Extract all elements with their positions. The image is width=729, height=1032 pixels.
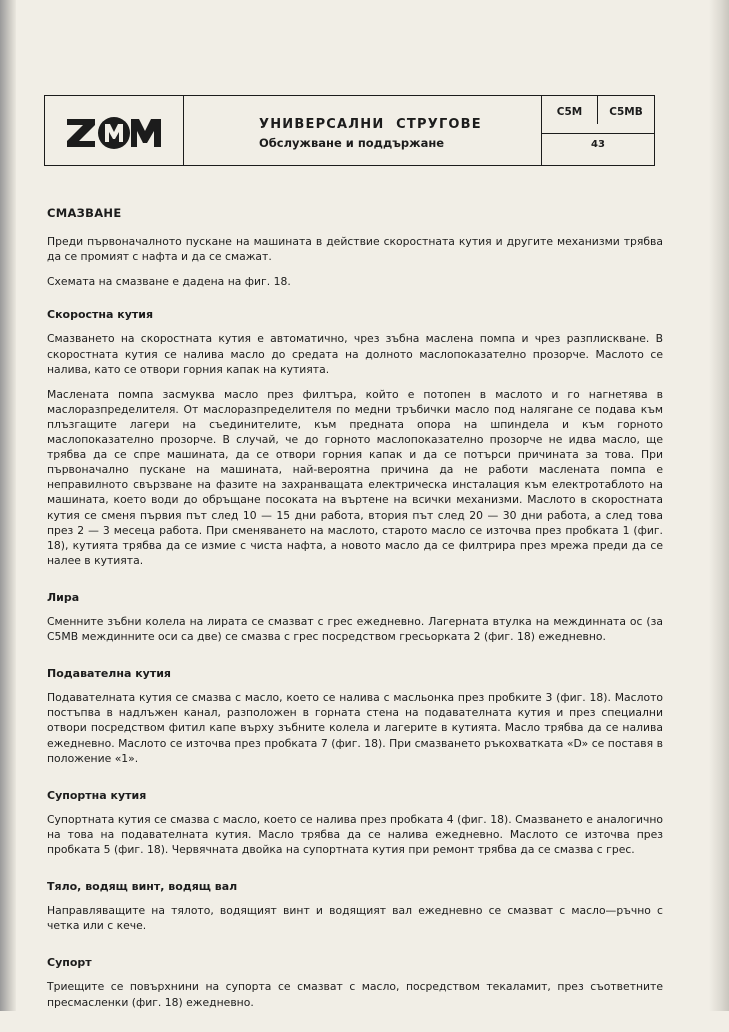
title-block [44, 95, 655, 166]
intro-paragraph: Преди първоначалното пускане на машината в действие скоростната кутия и другите механизми трябва да се промият с нафта и да се смажат. [47, 235, 663, 264]
subsection-title: Супорт [47, 956, 92, 970]
paragraph: Триещите се повърхнини на супорта се смазват с масло, посредством текаламит, през съответните пресмасленки (фиг. 18) ежедневно. [47, 980, 663, 1009]
subsection-title: Скоростна кутия [47, 308, 154, 322]
subsection-title: Подавателна кутия [47, 667, 171, 681]
logo-cell [45, 96, 184, 165]
subsection-title: Тяло, водящ винт, водящ вал [47, 880, 238, 894]
model-code-cell [541, 96, 654, 165]
section-heading: СМАЗВАНЕ [47, 206, 122, 220]
document-subtitle: Обслужване и поддържане [259, 136, 445, 150]
subsection-bed-leadscrew [47, 879, 663, 933]
subsection-feed-box [47, 666, 663, 766]
subsection-apron [47, 788, 663, 857]
intro-paragraph: Схемата на смазване е дадена на фиг. 18. [47, 275, 291, 289]
document-body [47, 206, 663, 1032]
zmm-logo-icon [65, 109, 163, 151]
paragraph: Маслената помпа засмуква масло през филтъра, който е потопен в маслото и го нагнетява в маслоразпределителя. От маслоразпределителя по медни тръбички масло под налягане се подава към плъзгащите лагери на съединителите, към предната опора на шпиндела и към горното маслопоказателно прозорче. В случай, че до горното маслопоказателно прозорче не идва масло, ще трябва да се спре машината, да се отвори горния капак и да се потърси причината за това. При първоначално пускане на машината, най-вероятна причина да не работи маслената помпа е неправилното свързване на фазите на захранващата електрическа инсталация към електротаблото на машината, което води до обръщане посоката на въртене на всички механизми. Маслото в скоростната кутия се сменя първия път след 10 — 15 дни работа, втория път след 20 — 30 дни работа, а след това през 2 — 3 месеца работа. При сменяването на маслото, старото масло се източва през пробката 1 (фиг. 18), кутията трябва да се измие с чиста нафта, а новото масло да се филтрира през мрежа преди да се налее в кутията. [47, 387, 663, 567]
paragraph: Подавателната кутия се смазва с масло, което се налива с масльонка през пробките 3 (фиг. 18). Маслото постъпва в надлъжен канал, разположен в горната стена на подавателната кутия и през специални отвори посредством фитил капе върху зъбните колела и лагерите в кутията. Масло трябва да се налива ежедневно. Маслото се източва през пробката 7 (фиг. 18). При смазването ръкохватката «D» се поставя в положение «1». [47, 691, 663, 765]
page-edge-shadow [709, 0, 729, 1011]
paragraph: Направляващите на тялото, водящият винт и водящият вал ежедневно се смазват с масло—ръчно с четка или с кече. [47, 904, 663, 933]
document-title: УНИВЕРСАЛНИ СТРУГОВЕ [259, 117, 482, 132]
model-code-c5mb: C5MB [609, 106, 643, 118]
paragraph: Сменните зъбни колела на лирата се смазват с грес ежедневно. Лагерната втулка на междинната ос (за C5MB междинните оси са две) се смазва с грес посредством гресьорката 2 (фиг. 18) ежедневно. [47, 614, 663, 644]
page-number: 43 [591, 139, 605, 150]
subsection-carriage [47, 955, 663, 1009]
book-spine-shadow [0, 0, 16, 1011]
subsection-title: Супортна кутия [47, 788, 147, 802]
paragraph: Смазването на скоростната кутия е автоматично, чрез зъбна маслена помпа и чрез разплискване. В скоростната кутия се налива масло до средата на долното маслопоказателно прозорче. Маслото се налива, като се отвори горния капак на кутията. [47, 332, 663, 376]
subsection-title: Лира [47, 590, 80, 604]
paragraph: Супортната кутия се смазва с масло, което се налива през пробката 4 (фиг. 18). Смазването е аналогично на това на подавателната кутия. Масло трябва да се налива ежедневно. Маслото се източва през пробката 5 (фиг. 18). Червячната двойка на супортната кутия при ремонт трябва да се смазва с грес. [47, 812, 663, 856]
model-code-c5m: C5M [542, 96, 598, 124]
subsection-lira [47, 590, 663, 644]
title-cell [184, 96, 541, 165]
model-codes-row [542, 96, 654, 134]
subsection-gearbox [47, 307, 663, 568]
